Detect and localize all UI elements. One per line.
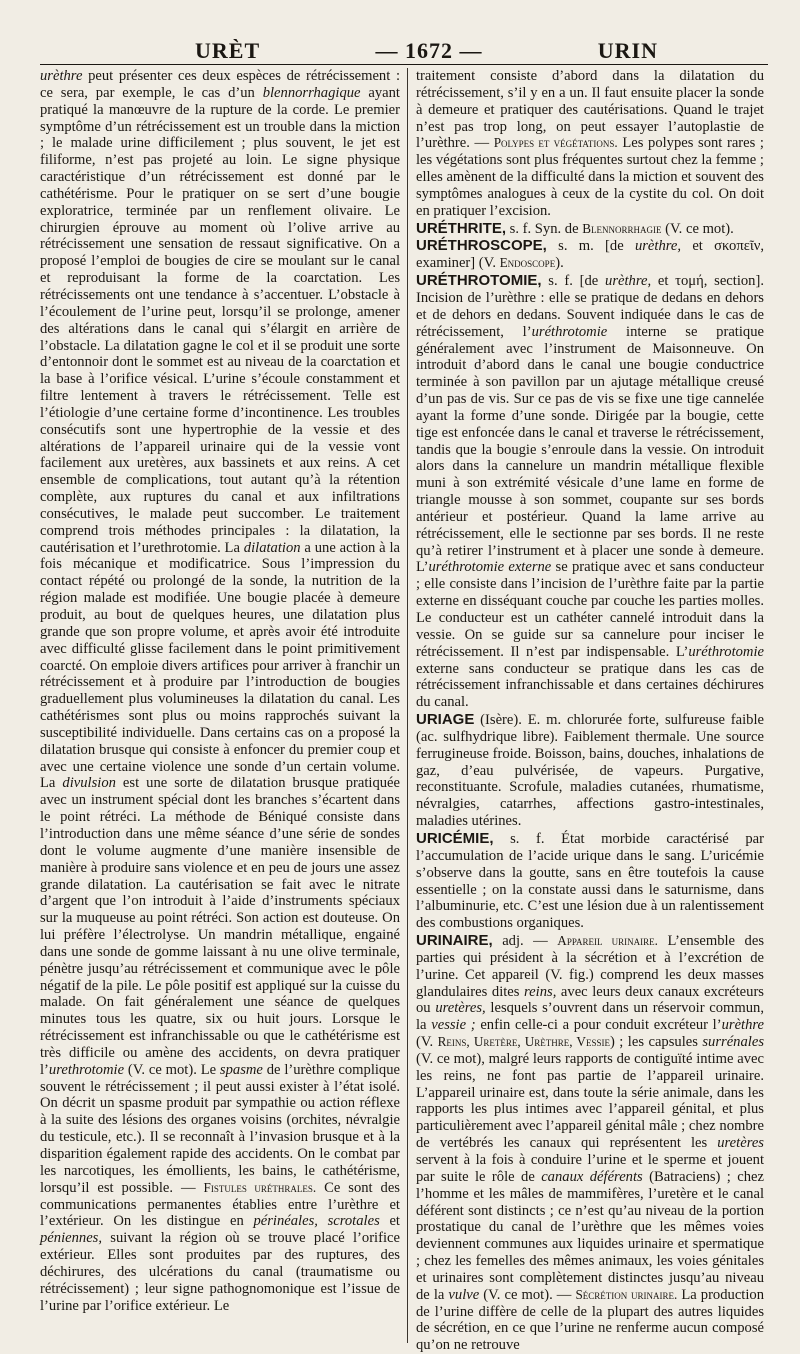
italic-text: vessie ; [431, 1017, 476, 1034]
entry-headword: URICÉMIE, [416, 829, 494, 847]
italic-text: blennorrhagique [262, 84, 361, 101]
body-text: ). [555, 255, 564, 272]
body-text: interne se pratique généralement avec l’instrument de Maisonneuve. On introduit d’abord dans le canal une bougie conductrice terminée à son pavillon par un ajutage métallique creusé d’un pas de vis. Sur ce pas de vis se fixe une tige cannelée ayant la forme d’une sonde. Dirigée par la bougie, cette tige est enfoncée dans le canal et traverse le rétrécissement, tandis que la bougie s’enroule dans la vessie. On introduit alors dans la cannelure un mandrin métallique flexible muni à son extrémité vésicale d’une lame en forme de triangle mousse à son sommet, coupante sur ses bords antérieur et postérieur. Quand la lame arrive au rétrécissement, elle le sectionne par ses bords. Il ne reste qu’à retirer l’instrument et à placer une sonde à demeure. L’ [416, 323, 764, 576]
small-caps-text: Blennorrhagie [582, 220, 662, 236]
italic-text: urèthre, [605, 273, 652, 290]
body-text: Les polypes sont rares ; les végétations sont plus fréquentes surtout chez la femme ; elles amènent de la difficulté dans la miction et souvent des symptômes analogues à ceux de la cystite du col. On doit en pratiquer l’excision. [416, 135, 764, 219]
body-text: s. f. [de [541, 273, 606, 290]
small-caps-text: Polypes et végétations. [493, 135, 618, 151]
body-text: (V. ce mot), malgré leurs rapports de contiguïté intime avec les reins, ne font pas partie de l’appareil urinaire. L’appareil urinaire est, dans toute la série animale, dans les rapports les plus intimes avec l’appareil génital, et plus particulièrement avec l’appareil génital mâle ; chez nombre de vertébrés les canaux qui représentent les [416, 1050, 764, 1152]
paragraph [416, 68, 764, 220]
body-text: L’ensemble des parties qui président à la sécrétion et à l’excrétion de l’urine. Cet appareil (V. fig.) comprend les deux masses glandulaires dites [416, 933, 764, 1000]
italic-text: périnéales, scrotales [253, 1213, 380, 1230]
italic-text: uréthrotomie externe [428, 559, 552, 576]
italic-text: urèthre, [634, 238, 682, 255]
italic-text: spasme [219, 1061, 263, 1078]
body-text: a une action à la fois mécanique et modificatrice. Sous l’impression du contact répété ou prolongé de la sonde, la nutrition de la région malade est modifiée. Une bougie placée à demeure produit, au bout de quelques heures, une dilatation plus grande que son propre volume, et après avoir été introduite avec difficulté glisse facilement dans le point primitivement coarcté. On emploie divers artifices pour arriver à franchir un rétrécissement et à produire par l’introduction de bougies graduellement plus volumineuses la dilatation du canal. Les cathétérismes sont plus ou moins rapprochés suivant la susceptibilité individuelle. Dans certains cas on a proposé la dilatation brusque qui consiste à enfoncer du premier coup et avec une certaine violence une sonde d’un certain volume. La [40, 539, 400, 792]
body-text: enfin celle-ci a pour conduit excréteur l’ [475, 1017, 722, 1034]
italic-text: vulve [448, 1286, 480, 1303]
italic-text: dilatation [243, 539, 301, 556]
body-text: (Isère). E. m. chlorurée forte, sulfureuse faible (ac. sulfhydrique libre). Faiblement thermale. Une source ferrugineuse froide. Boisson, bains, douches, inhalations de gaz, d’eau pulvérisée, de vapeurs. Purgative, reconstituante. Scrofule, maladies cutanées, rhumatisme, névralgies, catarrhes, affections gastro-intestinales, maladies utérines. [416, 712, 764, 830]
body-text: s. f. État morbide caractérisé par l’accumulation de l’acide urique dans le sang. L’uricémie s’observe dans la goutte, sans en être toutefois la cause essentielle ; on la constate aussi dans le saturnisme, dans l’albuminurie, etc. C’est une lésion due à un ralentissement des combustions organiques. [416, 830, 764, 932]
body-text: (V. ce mot). [661, 220, 734, 237]
entry-headword: URÉTHROTOMIE, [416, 272, 542, 290]
body-text: externe sans conducteur se pratique dans les cas de rétrécissement infranchissable et dans certaines déchirures du canal. [416, 660, 764, 711]
body-text: est une sorte de dilatation brusque pratiquée avec un instrument spécial dont les branches s’écartent dans le point rétréci. La méthode de Béniqué consiste dans l’introduction dans une même séance d’une série de sondes dont le volume augmente d’une manière insensible de manière à produire sans violence et en peu de jours une assez grande dilatation. La cautérisation se fait avec le nitrate d’argent que l’on introduit à l’aide d’instruments spéciaux sur la muqueuse au point rétréci. Son action est douteuse. On lui préfère l’électrolyse. Un mandrin métallique, engainé dans une sonde de gomme laissant à nu une olive terminale, pénètre jusqu’au rétrécissement et communique avec le pôle négatif de la pile. Le pôle positif est appliqué sur la cuisse du malade. On fait généralement une séance de quelques minutes tous les quatre, six ou huit jours. Lorsque le rétrécissement est infranchissable ou que le cathétérisme est très difficile ou amène des accidents, on devra pratiquer l’ [40, 775, 400, 1078]
entry-headword: URIAGE [416, 711, 475, 729]
body-text: et σκοπεῖν, examiner] (V. [416, 238, 764, 272]
body-text: s. m. [de [546, 238, 635, 255]
header-right-keyword: URIN [597, 38, 658, 63]
italic-text: uretères [717, 1135, 764, 1152]
entry-headword: URÉTHROSCOPE, [416, 237, 547, 255]
body-text: servent à la fois à conduire l’urine et le sperme et jouent par suite le rôle de [416, 1152, 764, 1185]
page-header [40, 30, 768, 65]
body-text: (Batraciens) ; chez l’homme et les mâles de mammifères, l’uretère et le canal déférent sont distincts ; ce n’est qu’au niveau de la portion prostatique du canal de l’urèthre que les mêmes voies deviennent communes aux liquides urinaire et spermatique ; chez les femelles des mêmes animaux, les voies génitales et urinaires sont complètement distinctes jusqu’au niveau de la [416, 1168, 764, 1303]
italic-text: urèthre [721, 1017, 765, 1034]
body-text: peut présenter ces deux espèces de rétrécissement : ce sera, par exemple, le cas d’un [40, 68, 400, 101]
body-text: La production de l’urine diffère de celle de la plupart des autres liquides de sécrétion, en ce que l’urine ne renferme aucun composé qu’on ne retrouve [416, 1286, 764, 1354]
left-text-column [40, 68, 400, 1343]
body-text: ) ; les capsules [609, 1034, 703, 1051]
paragraph [416, 221, 764, 238]
body-text: lesquels s’ouvrent dans un réservoir commun, la [416, 1000, 765, 1034]
body-text: (V. ce mot). — [479, 1286, 576, 1303]
body-text: et τομή, section]. Incision de l’urèthre : elle se pratique de dedans en dehors et de dehors en dedans. Souvent indiquée dans le cas de rétrécissement, l’ [416, 273, 764, 340]
italic-text: uréthrotomie [688, 643, 764, 660]
entry-headword: URINAIRE, [416, 932, 493, 950]
paragraph [416, 273, 764, 711]
italic-text: canaux déférents [541, 1168, 643, 1185]
paragraph [416, 831, 764, 932]
small-caps-text: Endoscope [499, 255, 556, 271]
body-text: (V. [416, 1034, 438, 1051]
small-caps-text: Appareil urinaire. [557, 933, 658, 949]
page-number: — 1672 — [375, 38, 483, 63]
body-text: avec leurs deux canaux excréteurs ou [416, 983, 764, 1017]
paragraph [40, 68, 400, 1314]
italic-text: péniennes, [40, 1230, 103, 1247]
entry-headword: URÉTHRITE, [416, 219, 506, 237]
body-text: de l’urèthre complique souvent le rétrécissement ; il peut aussi exister à l’état isolé. On décrit un spasme produit par sympathie ou action réflexe à la suite des lésions des organes voisins (orchites, névralgie du testicule, etc.). Il se reconnaît à l’invasion brusque et à la disparition également rapide des accidents. On le combat par les narcotiques, les émollients, les bains, le cathétérisme, lorsqu’il est possible. — [40, 1061, 401, 1196]
body-text: se pratique avec et sans conducteur ; elle consiste dans l’incision de l’urèthre faite par la partie externe en disséquant couche par couche les parties molles. Le conducteur est un cathéter cannelé introduit dans la vessie. On se guide sur sa cannelure pour inciser le rétrécissement. Il n’est par indispensable. L’ [416, 559, 764, 660]
italic-text: reins, [524, 983, 557, 1000]
italic-text: urèthre [40, 68, 83, 84]
right-text-column [416, 68, 765, 1354]
body-text: Ce sont des communications permanentes établies entre l’urèthre et l’extérieur. On les distingue en [40, 1179, 400, 1230]
paragraph [416, 933, 764, 1354]
header-left-keyword: URÈT [195, 38, 261, 63]
small-caps-text: Sécrétion urinaire. [575, 1286, 678, 1302]
italic-text: surrénales [702, 1034, 764, 1051]
small-caps-text: Fistules uréthrales. [203, 1179, 317, 1195]
small-caps-text: Reins, Uretère, Urèthre, Vessie [437, 1034, 610, 1050]
body-text: s. f. Syn. de [506, 220, 583, 237]
body-text: adj. — [492, 933, 558, 950]
column-divider [407, 68, 408, 1343]
paragraph [416, 712, 764, 830]
body-text: ayant pratiqué la manœuvre de la rupture de la corde. Le premier symptôme d’un rétrécissement est un trouble dans la miction ; le malade urine difficilement ; plus souvent, le jet est filiforme, n’est pas projeté au loin. Le signe physique caractéristique d’un rétrécissement est donné par le cathétérisme. Pour le pratiquer on se sert d’une bougie exploratrice, terminée par un renflement olivaire. Le chirurgien éprouve au moment où l’olive arrive au rétrécissement une sensation de ressaut significative. On a proposé l’emploi de bougies de cire se moulant sur le canal et reproduisant la forme de la coarctation. Les rétrécissements ont une tendance à s’accentuer. L’obstacle à l’écoulement de l’urine peut, lorsqu’il se prolonge, amener des altérations dans le canal qui s’élargit en arrière de l’obstacle. La dilatation gagne le col et il se produit une sorte d’entonnoir dont le sommet est au niveau de la coarctation et la base à l’orifice vésical. L’urine s’écoule constamment et filtre lentement à travers le rétrécissement. Telle est l’étiologie d’une certaine forme d’incontinence. Les troubles consécutifs sont une hypertrophie de la vessie et des altérations de l’appareil urinaire qui de la vessie vont facilement aux uretères, aux bassinets et aux reins. A cet ensemble de complications, tout autant qu’à la rétention complète, aux ruptures du canal et aux infiltrations consécutives, le malade peut succomber. Le traitement comprend trois méthodes principales : la dilatation, la cautérisation et l’urethrotomie. La [40, 84, 400, 556]
italic-text: divulsion [62, 775, 116, 792]
italic-text: uréthrotomie [531, 323, 608, 340]
body-text: traitement consiste d’abord dans la dilatation du rétrécissement, s’il y en a un. Il faut ensuite placer la sonde à demeure et pratiquer des cautérisations. Quand le trajet n’est pas trop long, on peut essayer l’autoplastie de l’urèthre. — [416, 68, 764, 152]
body-text: suivant la région où se trouve placé l’orifice extérieur. Elles sont produites par des ruptures, des déchirures, des ulcérations du canal (traumatisme ou rétrécissement) ; leur signe pathognomonique est l’issue de l’urine par l’orifice extérieur. Le [40, 1230, 400, 1314]
italic-text: uretères, [435, 1000, 486, 1017]
paragraph [416, 238, 764, 272]
body-text: et [379, 1213, 400, 1230]
body-text: (V. ce mot). Le [124, 1061, 220, 1078]
italic-text: urethrotomie [48, 1061, 125, 1078]
